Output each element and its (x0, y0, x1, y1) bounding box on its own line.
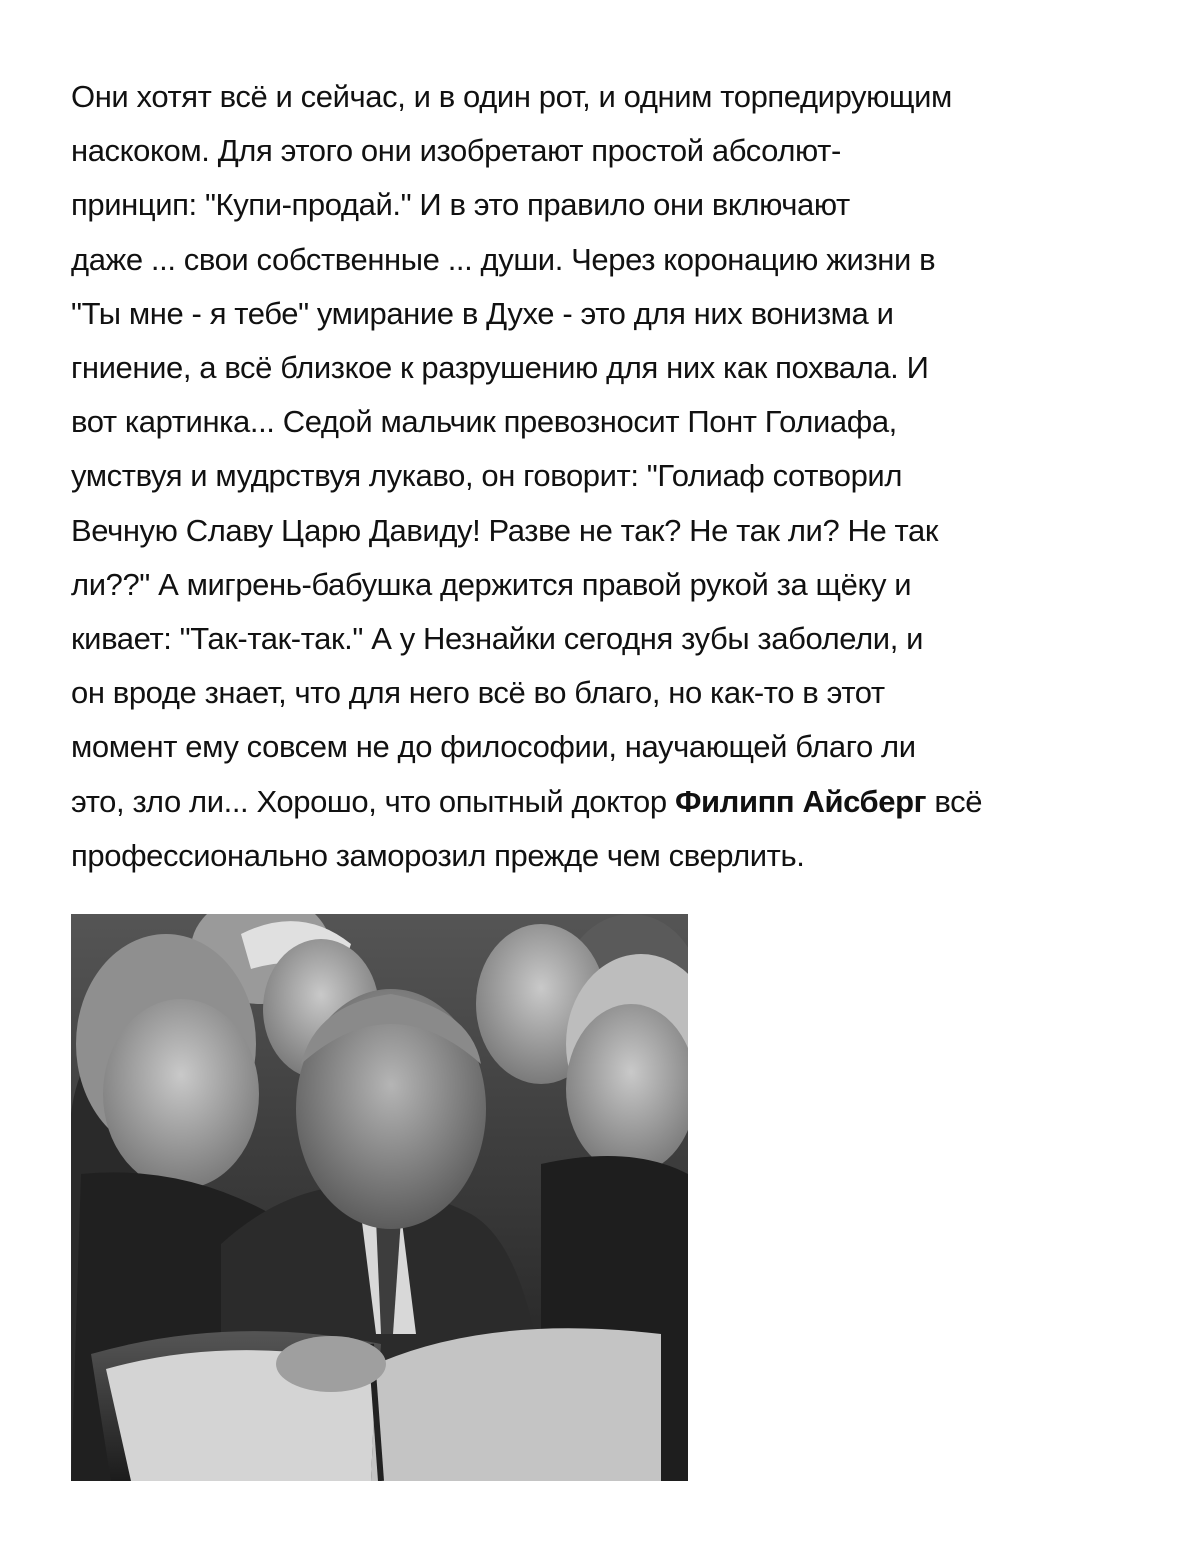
man-hand (276, 1336, 386, 1392)
photo-illustration (71, 914, 688, 1481)
text-line: профессионально заморозил прежде чем сверлить. (71, 837, 805, 873)
text-line-with-bold-name (71, 775, 1141, 829)
photo-man-reading-book-to-children (71, 914, 688, 1481)
text-line: вот картинка... Седой мальчик превозносит Понт Голиафа, (71, 404, 897, 440)
text-fragment: всё (926, 783, 983, 819)
child-face-left (103, 999, 259, 1189)
text-line: наскоком. Для этого они изобретают простой абсолют- (71, 133, 841, 169)
text-line: момент ему совсем не до философии, научающей благо ли (71, 729, 916, 765)
text-line: кивает: "Так-так-так." А у Незнайки сегодня зубы заболели, и (71, 621, 924, 657)
text-line: "Ты мне - я тебе" умирание в Духе - это для них вонизма и (71, 295, 894, 331)
text-fragment: это, зло ли... Хорошо, что опытный доктор (71, 783, 675, 819)
text-line: ли??" А мигрень-бабушка держится правой рукой за щёку и (71, 566, 912, 602)
text-line: даже ... свои собственные ... души. Через коронацию жизни в (71, 241, 936, 277)
text-line: гниение, а всё близкое к разрушению для них как похвала. И (71, 350, 929, 386)
text-line: умствуя и мудрствуя лукаво, он говорит: "Голиаф сотворил (71, 458, 903, 494)
text-line: принцип: "Купи-продай." И в это правило они включают (71, 187, 850, 223)
book-page-right (371, 1328, 661, 1481)
text-line: Они хотят всё и сейчас, и в один рот, и одним торпедирующим (71, 79, 952, 114)
body-paragraph (71, 70, 1141, 883)
bold-name: Филипп Айсберг (674, 783, 927, 819)
text-line: Вечную Славу Царю Давиду! Разве не так? Не так ли? Не так (71, 512, 938, 548)
text-line: он вроде знает, что для него всё во благо, но как-то в этот (71, 675, 885, 711)
